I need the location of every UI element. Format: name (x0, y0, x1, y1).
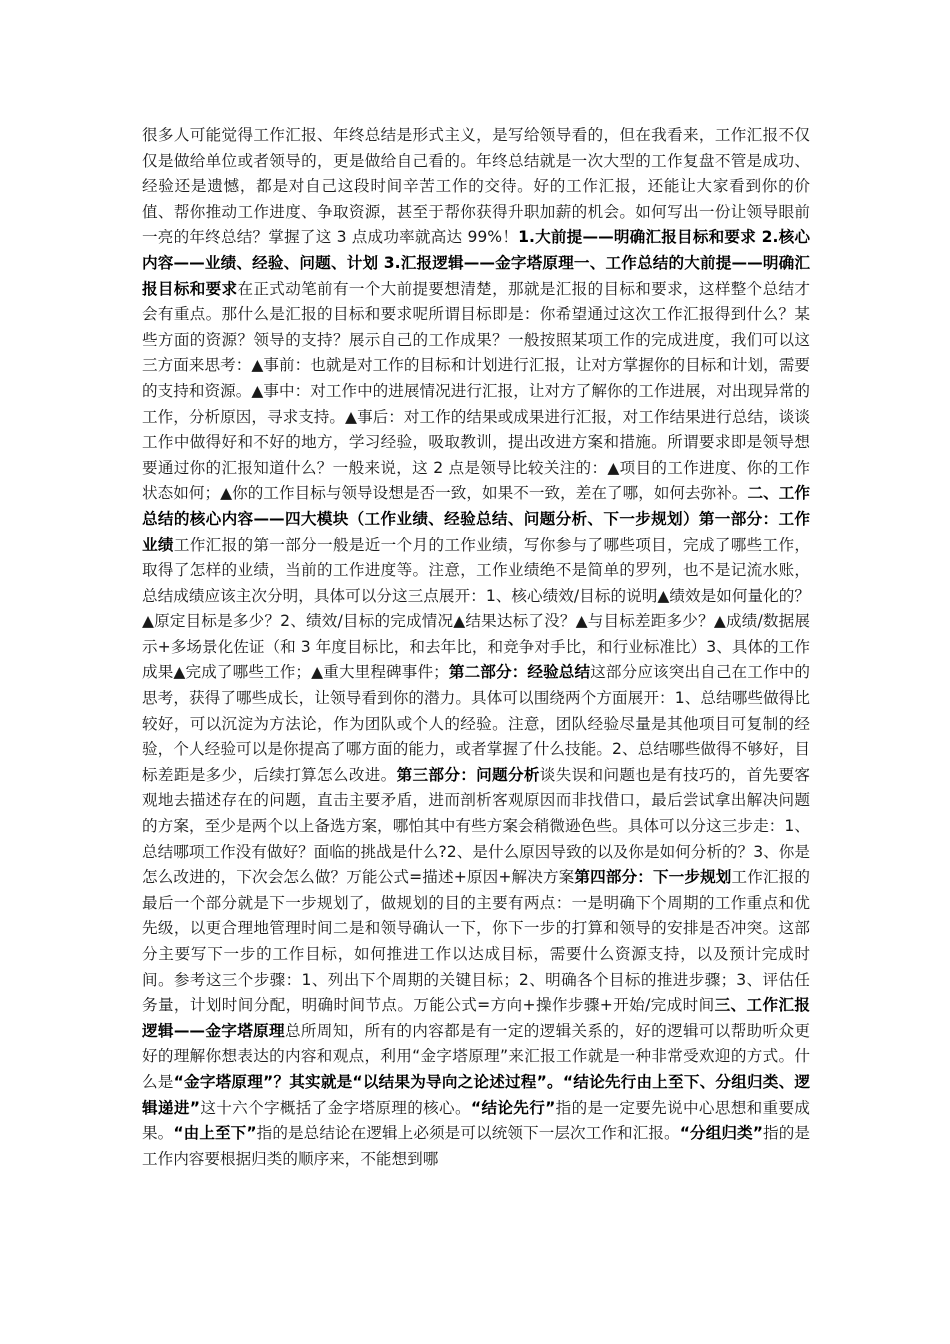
text-segment: 指的是工作内容要根据归类的顺序来，不能想到哪 (142, 1124, 810, 1168)
bold-text-segment: “分组归类” (679, 1124, 763, 1143)
document-body-paragraph (142, 123, 810, 1172)
text-segment: 指的是总结论在逻辑上必须是可以统领下一层次工作和汇报。 (256, 1124, 680, 1143)
bold-text-segment: 第四部分：下一步规划 (574, 868, 732, 887)
bold-text-segment: “金字塔原理”？其实就是“以结果为导向之论述过程”。“结论先行由上至下、分组归类、逻辑递进” (142, 1072, 810, 1117)
bold-text-segment: 二、工作总结的核心内容——四大模块（工作业绩、经验总结、问题分析、下一步规划）第一部分：工作业绩 (142, 484, 810, 554)
text-segment: 谈失误和问题也是有技巧的，首先要客观地去描述存在的问题，直击主要矛盾，进而剖析客观原因而非找借口，最后尝试拿出解决问题的方案，至少是两个以上备选方案，哪怕其中有些方案会稍微逊色些。具体可以分这三步走：1、总结哪项工作没有做好？面临的挑战是什么?2、是什么原因导致的以及你是如何分析的？3、你是怎么改进的，下次会怎么做？万能公式=描述+原因+解决方案 (142, 765, 810, 887)
text-segment: 很多人可能觉得工作汇报、年终总结是形式主义，是写给领导看的，但在我看来，工作汇报不仅仅是做给单位或者领导的，更是做给自己看的。年终总结就是一次大型的工作复盘不管是成功、经验还是遗憾，都是对自己这段时间辛苦工作的交待。好的工作汇报，还能让大家看到你的价值、帮你推动工作进度、争取资源，甚至于帮你获得升职加薪的机会。如何写出一份让领导眼前一亮的年终总结？掌握了这 3 点成功率就高达 99%！ (142, 126, 810, 247)
text-segment: 这部分应该突出自己在工作中的思考，获得了哪些成长，让领导看到你的潜力。具体可以围绕两个方面展开：1、总结哪些做得比较好，可以沉淀为方法论，作为团队或个人的经验。注意，团队经验尽量是其他项目可复制的经验，个人经验可以是你提高了哪方面的能力，或者掌握了什么技能。2、总结哪些做得不够好，目标差距是多少，后续打算怎么改进。 (142, 663, 810, 784)
text-segment: 指的是一定要先说中心思想和重要成果。 (142, 1098, 810, 1143)
text-segment: 这十六个字概括了金字塔原理的核心。 (200, 1098, 471, 1117)
bold-text-segment: “结论先行” (470, 1098, 556, 1117)
bold-text-segment: 三、工作汇报逻辑——金字塔原理 (142, 996, 810, 1040)
bold-text-segment: 1.大前提——明确汇报目标和要求 2.核心内容——业绩、经验、问题、计划 3.汇报逻辑——金字塔原理一、工作总结的大前提——明确汇报目标和要求 (142, 228, 810, 298)
bold-text-segment: “由上至下” (173, 1124, 257, 1143)
text-segment: 工作汇报的最后一个部分就是下一步规划了，做规划的目的主要有两点：一是明确下个周期的工作重点和优先级，以更合理地管理时间二是和领导确认一下，你下一步的打算和领导的安排是否冲突。这部分主要写下一步的工作目标，如何推进工作以达成目标，需要什么资源支持，以及预计完成时间。参考这三个步骤：1、列出下个周期的关键目标；2、明确各个目标的推进步骤；3、评估任务量，计划时间分配，明确时间节点。万能公式=方向+操作步骤+开始/完成时间 (142, 868, 810, 1015)
bold-text-segment: 第三部分：问题分析 (396, 765, 540, 784)
text-segment: 在正式动笔前有一个大前提要想清楚，那就是汇报的目标和要求，这样整个总结才会有重点。那什么是汇报的目标和要求呢所谓目标即是：你希望通过这次工作汇报得到什么？某些方面的资源？领导的支持？展示自己的工作成果？一般按照某项工作的完成进度，我们可以这三方面来思考：▲事前：也就是对工作的目标和计划进行汇报，让对方掌握你的目标和计划，需要的支持和资源。▲事中：对工作中的进展情况进行汇报，让对方了解你的工作进展，对出现异常的工作，分析原因，寻求支持。▲事后：对工作的结果或成果进行汇报，对工作结果进行总结，谈谈工作中做得好和不好的地方，学习经验，吸取教训，提出改进方案和措施。所谓要求即是领导想要通过你的汇报知道什么？一般来说，这 2 点是领导比较关注的：▲项目的工作进度、你的工作状态如何；▲你的工作目标与领导设想是否一致，如果不一致，差在了哪，如何去弥补。 (142, 279, 810, 503)
text-segment: 工作汇报的第一部分一般是近一个月的工作业绩，写你参与了哪些项目，完成了哪些工作，取得了怎样的业绩，当前的工作进度等。注意，工作业绩绝不是简单的罗列，也不是记流水账，总结成绩应该主次分明，具体可以分这三点展开：1、核心绩效/目标的说明▲绩效是如何量化的？▲原定目标是多少？2、绩效/目标的完成情况▲结果达标了没？▲与目标差距多少？▲成绩/数据展示+多场景化佐证（和 3 年度目标比，和去年比，和竞争对手比，和行业标准比）3、具体的工作成果▲完成了哪些工作；▲重大里程碑事件； (142, 535, 810, 682)
bold-text-segment: 第二部分：经验总结 (448, 663, 591, 682)
text-segment: 总所周知，所有的内容都是有一定的逻辑关系的，好的逻辑可以帮助听众更好的理解你想表达的内容和观点，利用“金字塔原理”来汇报工作就是一种非常受欢迎的方式。什么是 (142, 1021, 810, 1091)
